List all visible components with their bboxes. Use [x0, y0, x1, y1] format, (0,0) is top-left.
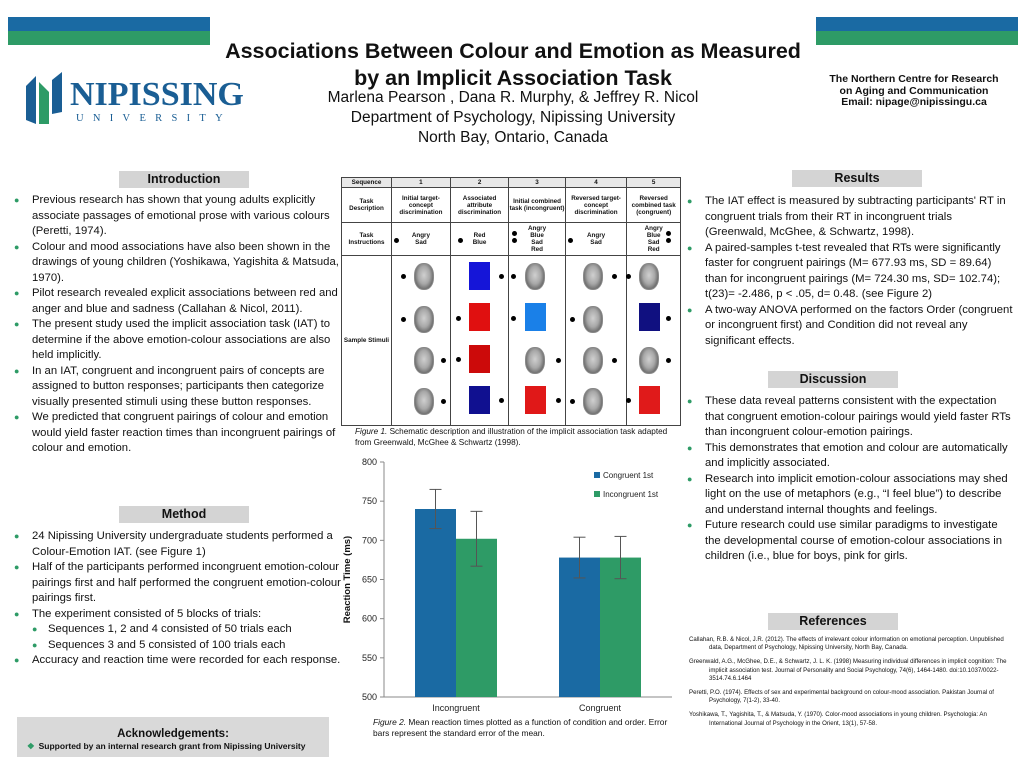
task-instructions [627, 223, 681, 256]
instruction-word: Angry [527, 225, 547, 232]
response-dot [666, 231, 671, 236]
intro-bullet: ● Colour and mood associations have also been shown in the drawings of young children (Yoshikawa, Yagishita & Matsuda, 1970). [10, 240, 342, 287]
instruction-word: Blue [472, 239, 487, 246]
top-left-blue-band [8, 17, 210, 31]
response-dot [511, 316, 516, 321]
face-stimulus [583, 306, 603, 333]
y-tick-label: 800 [361, 457, 377, 467]
intro-bullet: ● Pilot research revealed explicit associations between red and anger and blue and sadness (Callahan & Nicol, 2011). [10, 286, 342, 317]
sequence-number: 1 [392, 178, 451, 188]
response-dot [570, 317, 575, 322]
face-stimulus [414, 263, 434, 290]
instruction-word: Blue [530, 232, 544, 239]
face-stimulus [583, 263, 603, 290]
introduction-text [10, 193, 342, 457]
response-dot [570, 399, 575, 404]
response-dot [512, 238, 517, 243]
results-bullet: ● A paired-samples t-test revealed that RTs were significantly faster for congruent pairings (M= 677.93 ms, SD = 89.64) than for incongruent pairings (M= 724.30 ms, SD= 102.74); t(23)= -2.486, p < .05, d= 0.48. (see Figure 2) [683, 241, 1015, 303]
red-square-stimulus [469, 345, 490, 373]
response-dot [458, 238, 463, 243]
response-dot [401, 317, 406, 322]
intro-bullet: ● In an IAT, congruent and incongruent pairs of concepts are assigned to button responses; participants then categorize visually presented stimuli using these button responses. [10, 364, 342, 411]
method-bullet: ● 24 Nipissing University undergraduate students performed a Colour-Emotion IAT. (see Figure 1) [10, 529, 342, 560]
poster-title: Associations Between Colour and Emotion as Measured by an Implicit Association Task [225, 39, 801, 90]
task-instructions [565, 223, 627, 256]
response-dot [512, 231, 517, 236]
contact-line-1: The Northern Centre for Research [829, 73, 999, 85]
row-label-task-instructions: Task Instructions [342, 223, 392, 256]
top-right-blue-band [816, 17, 1018, 31]
legend-swatch [594, 491, 600, 497]
legend-swatch [594, 472, 600, 478]
red-square-stimulus [525, 386, 546, 414]
red-square-stimulus [639, 386, 660, 414]
department-line: Department of Psychology, Nipissing University [350, 109, 676, 126]
response-dot [456, 316, 461, 321]
instruction-word: Angry [586, 232, 606, 239]
task-description: Reversed combined task (congruent) [627, 188, 681, 223]
bar [415, 509, 456, 697]
x-category-label: Congruent [578, 703, 622, 713]
red-square-stimulus [469, 303, 490, 331]
response-dot [511, 274, 516, 279]
face-stimulus [639, 347, 659, 374]
y-tick-label: 600 [361, 613, 377, 624]
method-bullet: ● Accuracy and reaction time were recorded for each response. [10, 653, 342, 669]
diamond-bullet-icon: ❖ [27, 741, 35, 751]
face-stimulus [583, 388, 603, 415]
introduction-heading: Introduction [119, 171, 249, 188]
method-sub-bullet: ● Sequences 1, 2 and 4 consisted of 50 trials each [10, 622, 342, 638]
legend-label: Incongruent 1st [603, 490, 659, 499]
method-heading: Method [119, 506, 249, 523]
contact-block [812, 74, 1016, 109]
task-instructions [392, 223, 451, 256]
face-stimulus [525, 263, 545, 290]
instruction-word: Angry [411, 232, 431, 239]
response-dot [666, 358, 671, 363]
instruction-word: Sad [415, 239, 427, 246]
instruction-word: Angry [644, 225, 663, 232]
face-stimulus [583, 347, 603, 374]
authors-line: Marlena Pearson , Dana R. Murphy, & Jeffrey R. Nicol [327, 89, 699, 106]
figure1-label: Figure 1. [355, 427, 388, 436]
author-block [215, 88, 811, 148]
iat-sequence-table [341, 177, 681, 426]
y-tick-label: 750 [361, 496, 377, 507]
results-bullet: ● A two-way ANOVA performed on the factors Order (congruent or incongruent first) and Condition did not reveal any significant effects. [683, 303, 1015, 350]
task-description: Initial target-concept discrimination [392, 188, 451, 223]
face-stimulus [414, 347, 434, 374]
task-description: Associated attribute discrimination [450, 188, 509, 223]
sequence-number: 3 [509, 178, 565, 188]
figure2-label: Figure 2. [373, 717, 407, 727]
instruction-word: Sad [647, 239, 660, 246]
response-dot [394, 238, 399, 243]
intro-bullet: ● We predicted that congruent pairings of colour and emotion would yield faster reaction times than incongruent pairings of colour and emotion. [10, 410, 342, 457]
row-label-sequence: Sequence [342, 178, 392, 188]
references-heading: References [768, 613, 898, 630]
nipissing-emblem-icon [22, 72, 68, 128]
blue-square-stimulus [525, 303, 546, 331]
discussion-bullet: ● This demonstrates that emotion and colour are automatically and implicitly associated. [683, 441, 1015, 472]
response-dot [499, 398, 504, 403]
logo-subtitle: UNIVERSITY [76, 113, 232, 124]
figure2-caption-text: Mean reaction times plotted as a function of condition and order. Error bars represent the standard error of the mean. [373, 717, 668, 738]
instruction-word: Sad [531, 239, 543, 246]
discussion-heading: Discussion [768, 371, 898, 388]
sequence-number: 4 [565, 178, 627, 188]
response-dot [626, 274, 631, 279]
response-dot [441, 358, 446, 363]
bar [559, 558, 600, 697]
blue-square-stimulus [469, 386, 490, 414]
top-left-green-band [8, 31, 210, 45]
y-tick-label: 700 [361, 535, 377, 546]
instruction-word: Red [473, 232, 486, 239]
response-dot [612, 358, 617, 363]
y-axis-title: Reaction Time (ms) [342, 535, 353, 624]
sequence-number: 2 [450, 178, 509, 188]
method-bullet: ● The experiment consisted of 5 blocks of trials: [10, 607, 342, 623]
task-description: Initial combined task (incongruent) [509, 188, 565, 223]
nipissing-logo [22, 72, 244, 128]
discussion-bullet: ● These data reveal patterns consistent with the expectation that congruent emotion-colour pairings would yield faster RTs than incongruent colour-emotion pairings. [683, 394, 1015, 441]
blue-square-stimulus [469, 262, 490, 290]
response-dot [612, 274, 617, 279]
acknowledgements-text [27, 741, 306, 752]
task-description: Reversed target-concept discrimination [565, 188, 627, 223]
intro-bullet: ● Previous research has shown that young adults explicitly associate passages of emotional prose with various colours (Peretti, 1974). [10, 193, 342, 240]
contact-email: Email: nipage@nipissingu.ca [841, 96, 987, 108]
acknowledgements-body: Supported by an internal research grant from Nipissing University [38, 741, 306, 751]
instruction-word: Red [531, 246, 543, 253]
instruction-word: Sad [590, 239, 602, 246]
face-stimulus [414, 306, 434, 333]
method-sub-bullet: ● Sequences 3 and 5 consisted of 100 trials each [10, 638, 342, 654]
figure2-caption [373, 717, 673, 739]
blue-square-stimulus [639, 303, 660, 331]
response-dot [499, 274, 504, 279]
reference-item: Peretti, P.O. (1974). Effects of sex and experimental background on colour-mood association. Pakistan Journal of Psychology, 7(1-2), 33-40. [689, 689, 994, 705]
figure1-caption-text: Schematic description and illustration of the implicit association task adapted from Greenwald, McGhee & Schwartz (1998). [355, 427, 668, 447]
response-dot [568, 238, 573, 243]
method-text [10, 529, 342, 669]
discussion-bullet: ● Future research could use similar paradigms to investigate the developmental course of emotion-colour associations in children (i.e., blue for boys, pink for girls. [683, 518, 1015, 565]
instruction-word: Blue [646, 232, 661, 239]
references-list [689, 636, 1011, 734]
y-tick-label: 500 [361, 692, 377, 702]
instruction-word: Red [647, 246, 660, 253]
reaction-time-bar-chart [338, 455, 678, 717]
response-dot [456, 357, 461, 362]
sequence-number: 5 [627, 178, 681, 188]
row-label-sample-stimuli: Sample Stimuli [342, 256, 392, 426]
reference-item: Greenwald, A.G., McGhee, D.E., & Schwartz, J. L. K. (1998) Measuring individual differences in implicit cognition: The implicit association test. Journal of Personality and Social Psychology, 74(6), 1464-1480. doi:10.1037/0022-3514.74.6.1464 [689, 658, 1007, 682]
discussion-text [683, 394, 1015, 565]
results-text [683, 194, 1015, 349]
location-line: North Bay, Ontario, Canada [417, 129, 609, 146]
y-tick-label: 550 [361, 652, 377, 663]
y-tick-label: 650 [361, 574, 377, 585]
acknowledgements-box [17, 717, 329, 757]
response-dot [556, 398, 561, 403]
face-stimulus [414, 388, 434, 415]
discussion-bullet: ● Research into implicit emotion-colour associations may shed light on the use of metaphors (e.g., “I feel blue”) to describe and understand internal thoughts and feelings. [683, 472, 1015, 519]
top-right-green-band [816, 31, 1018, 45]
results-bullet: ● The IAT effect is measured by subtracting participants' RT in congruent trials from their RT in incongruent trials (Greenwald, McGhee, & Schwartz, 1998). [683, 194, 1015, 241]
row-label-task-description: Task Description [342, 188, 392, 223]
reference-item: Callahan, R.B. & Nicol, J.R. (2012). The effects of irrelevant colour information on emotional perception. Unpublished data, Department of Psychology, Nipissing University, North Bay, Canada. [689, 636, 1004, 652]
logo-name: NIPISSING [70, 76, 244, 113]
face-stimulus [639, 263, 659, 290]
reference-item: Yoshikawa, T., Yagishita, T., & Matsuda, Y. (1970). Color-mood associations in young children. Psychologia: An International Journal of Psychology in the Orient, 13(1), 57-58. [689, 711, 987, 727]
face-stimulus [525, 347, 545, 374]
response-dot [556, 358, 561, 363]
intro-bullet: ● The present study used the implicit association task (IAT) to determine if the above emotion-colour associations are also held implicitly. [10, 317, 342, 364]
response-dot [441, 399, 446, 404]
legend-label: Congruent 1st [603, 471, 654, 480]
x-category-label: Incongruent [432, 703, 480, 713]
response-dot [666, 316, 671, 321]
response-dot [666, 238, 671, 243]
acknowledgements-heading: Acknowledgements: [117, 728, 229, 740]
response-dot [401, 274, 406, 279]
figure1-caption [355, 426, 685, 448]
method-bullet: ● Half of the participants performed incongruent emotion-colour pairings first and half performed the congruent emotion-colour pairings first. [10, 560, 342, 607]
results-heading: Results [792, 170, 922, 187]
response-dot [626, 398, 631, 403]
task-instructions [509, 223, 565, 256]
contact-line-2: on Aging and Communication [839, 84, 989, 97]
